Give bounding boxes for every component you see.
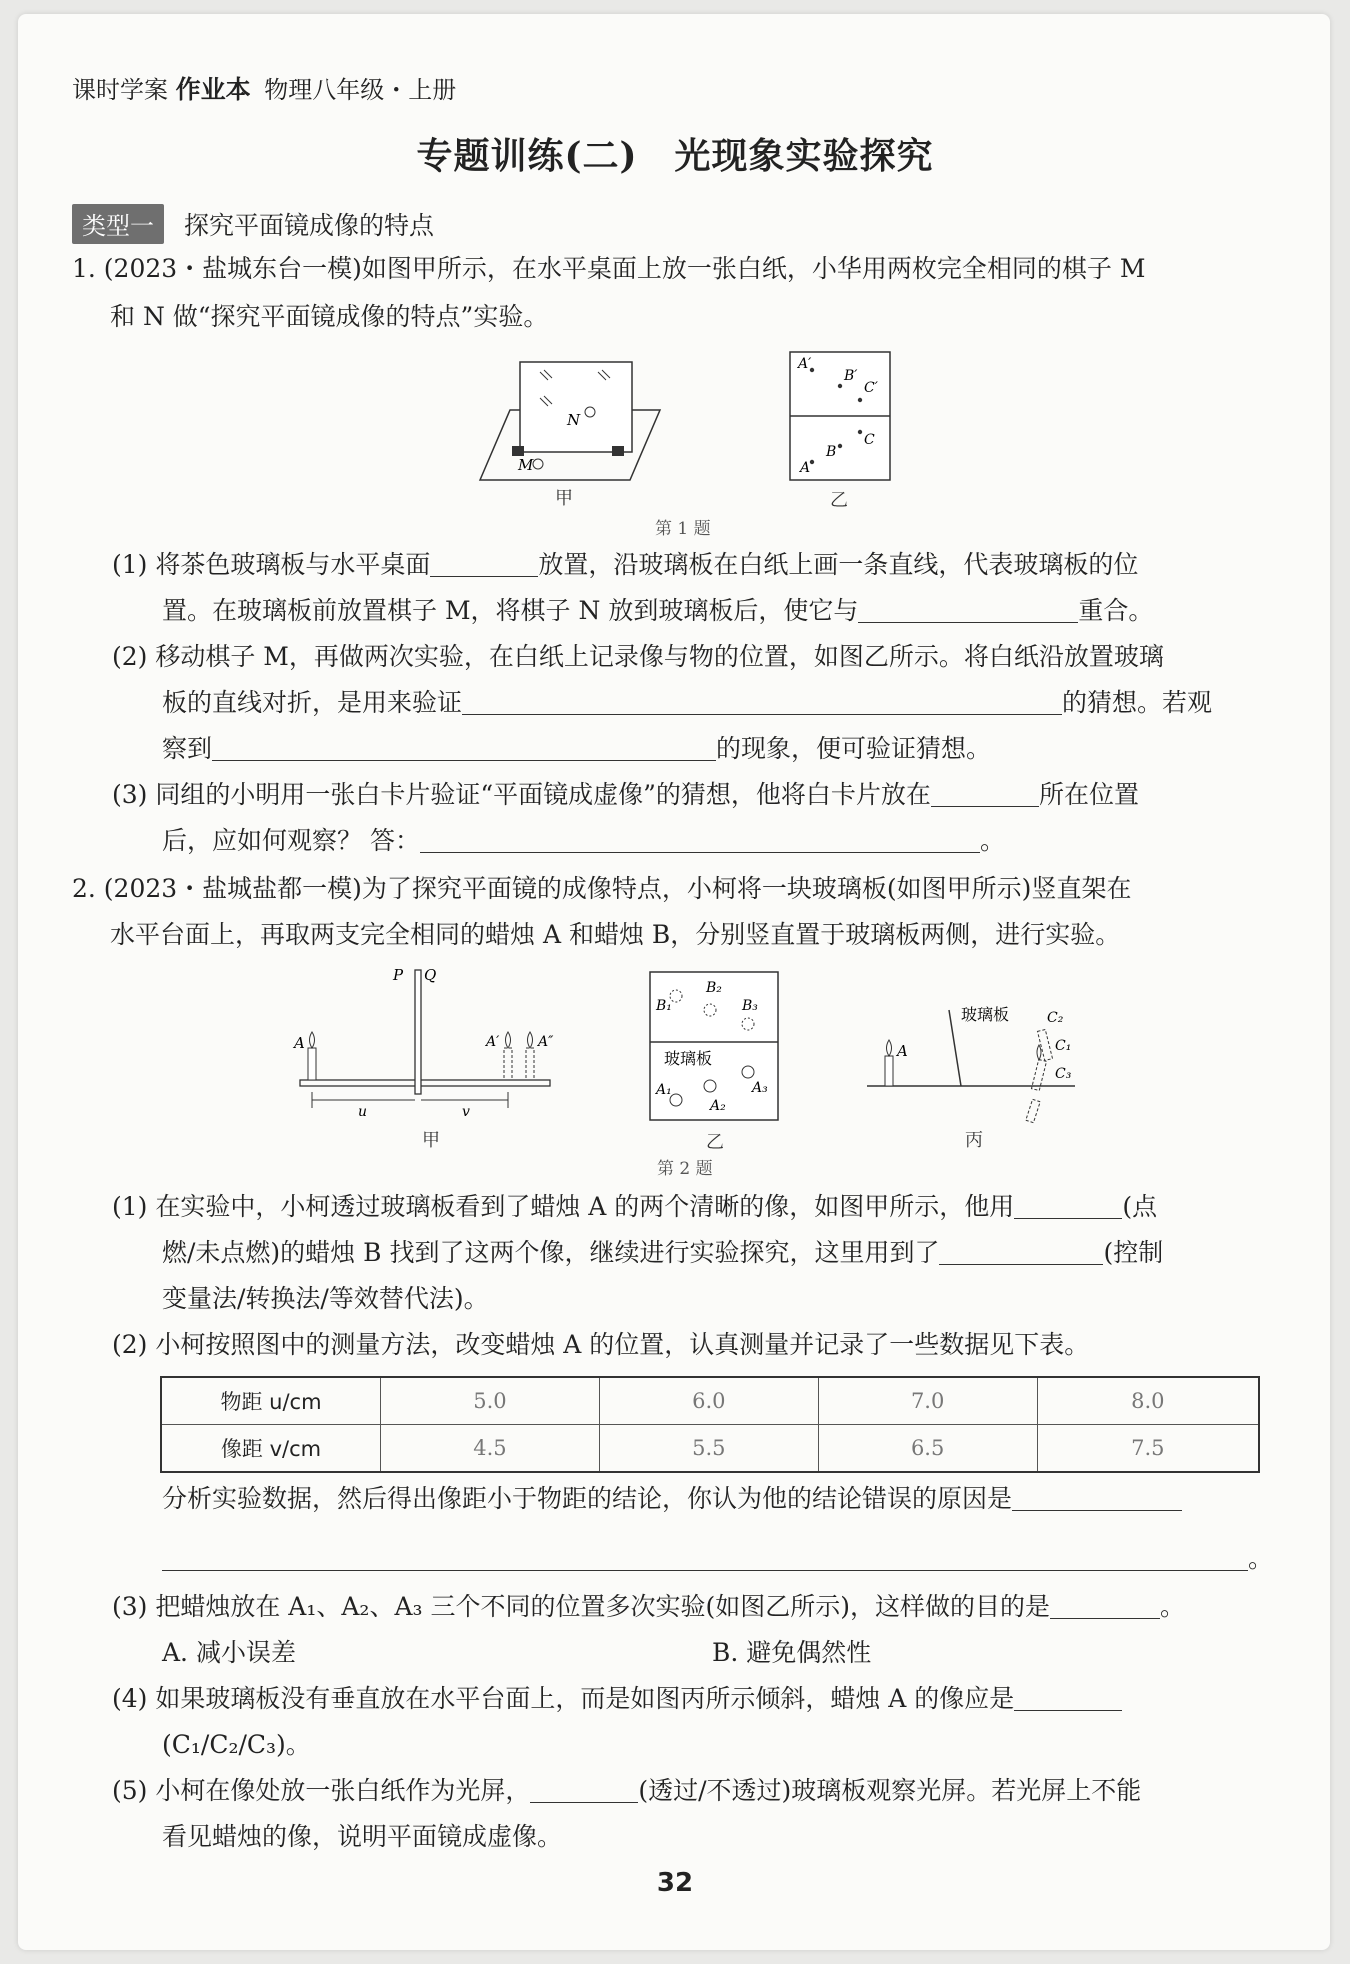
q1-fig-yi-label: 乙 — [830, 490, 848, 511]
q1-stem-line1: 1. (2023・盐城东台一模)如图甲所示，在水平桌面上放一张白纸，小华用两枚完全相同的棋子 M — [72, 254, 1146, 283]
q2-part4-line1: (4) 如果玻璃板没有垂直放在水平台面上，而是如图丙所示倾斜，蜡烛 A 的像应是 — [112, 1684, 1122, 1714]
q2-label-glass-bing: 玻璃板 — [961, 1005, 1010, 1024]
q2-part1-line3: 变量法/转换法/等效替代法)。 — [162, 1284, 489, 1313]
q2-blank-4[interactable] — [162, 1546, 1248, 1571]
table-row-label: 像距 v/cm — [161, 1425, 381, 1473]
q2-label-a-dprime: A″ — [538, 1034, 554, 1050]
q2-blank-5[interactable] — [1050, 1594, 1160, 1619]
page-number: 32 — [656, 1868, 694, 1898]
q2-option-a[interactable]: A. 减小误差 — [162, 1638, 296, 1667]
q2-fig-yi-label: 乙 — [706, 1132, 724, 1153]
q1-part1-line1: (1) 将茶色玻璃板与水平桌面 放置，沿玻璃板在白纸上画一条直线，代表玻璃板的位 — [112, 550, 1139, 579]
q2-label-a-prime: A′ — [486, 1034, 500, 1050]
q2-option-b[interactable]: B. 避免偶然性 — [712, 1638, 872, 1667]
q1-blank-6[interactable] — [420, 828, 980, 853]
q1-blank-1[interactable] — [430, 552, 538, 577]
q1-label-b-prime: B′ — [844, 368, 858, 384]
table-cell: 4.5 — [381, 1425, 600, 1473]
q1-blank-2[interactable] — [858, 598, 1078, 623]
q2-figure-yi — [648, 970, 784, 1124]
q1-label-c: C — [864, 432, 875, 448]
q2-stem-line2: 水平台面上，再取两支完全相同的蜡烛 A 和蜡烛 B，分别竖直置于玻璃板两侧，进行实验。 — [110, 920, 1121, 949]
q2-part2-analysis: 分析实验数据，然后得出像距小于物距的结论，你认为他的结论错误的原因是 — [162, 1484, 1182, 1514]
q2-label-bing-a: A — [897, 1042, 908, 1060]
table-cell: 5.0 — [381, 1377, 600, 1425]
q1-figure-caption: 第 1 题 — [655, 519, 711, 539]
table-cell: 7.5 — [1037, 1425, 1259, 1473]
q2-part1-line1: (1) 在实验中，小柯透过玻璃板看到了蜡烛 A 的两个清晰的像，如图甲所示，他用 (点 — [112, 1192, 1158, 1221]
q1-blank-5[interactable] — [931, 782, 1039, 807]
q2-label-q: Q — [424, 966, 437, 984]
table-cell: 5.5 — [599, 1425, 818, 1473]
q2-stem-line1: 2. (2023・盐城盐都一模)为了探究平面镜的成像特点，小柯将一块玻璃板(如图甲所示)竖直架在 — [72, 874, 1132, 903]
table-cell: 7.0 — [818, 1377, 1037, 1425]
q2-label-p: P — [393, 966, 404, 984]
q2-figure-bing — [865, 990, 1085, 1130]
table-row — [161, 1425, 1259, 1473]
q1-stem-line2: 和 N 做“探究平面镜成像的特点”实验。 — [110, 302, 549, 331]
q1-label-c-prime: C′ — [864, 380, 878, 396]
q1-part2-line2: 板的直线对折，是用来验证 的猜想。若观 — [162, 688, 1213, 717]
type-badge: 类型一 — [72, 204, 164, 244]
q2-part3-line1: (3) 把蜡烛放在 A₁、A₂、A₃ 三个不同的位置多次实验(如图乙所示)，这样做的目的是 。 — [112, 1592, 1186, 1621]
q2-label-glass-yi: 玻璃板 — [664, 1049, 713, 1068]
book-header — [72, 70, 456, 106]
page-title: 专题训练(二) 光现象实验探究 — [416, 135, 934, 177]
q2-part2-line1: (2) 小柯按照图中的测量方法，改变蜡烛 A 的位置，认真测量并记录了一些数据见下表。 — [112, 1330, 1090, 1359]
q2-part5-line1: (5) 小柯在像处放一张白纸作为光屏， (透过/不透过)玻璃板观察光屏。若光屏上不能 — [112, 1776, 1142, 1805]
q2-blank-6[interactable] — [1014, 1686, 1122, 1711]
q1-label-n: N — [567, 411, 581, 429]
q1-part3-line1: (3) 同组的小明用一张白卡片验证“平面镜成虚像”的猜想，他将白卡片放在 所在位置 — [112, 780, 1139, 809]
q2-label-u: u — [358, 1104, 368, 1120]
table-cell: 6.0 — [599, 1377, 818, 1425]
book-name: 作业本 — [175, 75, 251, 104]
q2-blank-1[interactable] — [1014, 1194, 1122, 1219]
q2-fig-jia-label: 甲 — [422, 1130, 440, 1151]
q2-blank-3[interactable] — [1012, 1486, 1182, 1511]
q2-blank-2[interactable] — [939, 1240, 1103, 1265]
q1-figure-yi — [788, 350, 898, 484]
q1-blank-3[interactable] — [462, 690, 1062, 715]
q2-label-a1: A₁ — [656, 1082, 672, 1098]
q1-blank-4[interactable] — [212, 736, 716, 761]
q2-label-b3: B₃ — [742, 998, 758, 1014]
q2-part4-line2: (C₁/C₂/C₃)。 — [162, 1730, 311, 1759]
q2-figure-caption: 第 2 题 — [657, 1159, 713, 1179]
type-heading: 探究平面镜成像的特点 — [184, 211, 435, 240]
series-name: 课时学案 — [72, 76, 168, 104]
q2-label-c3: C₃ — [1055, 1066, 1072, 1082]
q1-part3-line2: 后，应如何观察？ 答： 。 — [162, 826, 1005, 855]
q2-label-a: A — [294, 1034, 305, 1052]
q2-label-b1: B₁ — [656, 998, 672, 1014]
q2-label-b2: B₂ — [706, 980, 722, 996]
q2-label-c1: C₁ — [1055, 1038, 1072, 1054]
q1-fig-jia-label: 甲 — [555, 488, 573, 509]
subject-name: 物理八年级・上册 — [264, 76, 457, 104]
q2-part2-analysis-line2: 。 — [162, 1544, 1273, 1574]
q1-label-m: M — [518, 456, 534, 474]
q1-part1-line2: 置。在玻璃板前放置棋子 M，将棋子 N 放到玻璃板后，使它与 重合。 — [162, 596, 1154, 625]
q1-label-a: A — [800, 460, 811, 476]
table-row-label: 物距 u/cm — [161, 1377, 381, 1425]
q1-label-b: B — [826, 444, 837, 460]
distance-table — [160, 1376, 1260, 1473]
q1-part2-line3: 察到 的现象，便可验证猜想。 — [162, 734, 992, 763]
q2-label-a3: A₃ — [752, 1080, 768, 1096]
q2-label-a2: A₂ — [710, 1098, 726, 1114]
q2-label-v: v — [462, 1104, 470, 1120]
q1-label-a-prime: A′ — [798, 356, 812, 372]
q2-blank-7[interactable] — [530, 1778, 638, 1803]
q2-part1-line2: 燃/未点燃)的蜡烛 B 找到了这两个像，继续进行实验探究，这里用到了 (控制 — [162, 1238, 1164, 1267]
table-cell: 8.0 — [1037, 1377, 1259, 1425]
q2-label-c2: C₂ — [1047, 1010, 1064, 1026]
table-row — [161, 1377, 1259, 1425]
q2-figure-jia — [290, 960, 560, 1120]
q1-part2-line1: (2) 移动棋子 M，再做两次实验，在白纸上记录像与物的位置，如图乙所示。将白纸沿放置玻璃 — [112, 642, 1164, 671]
q2-part5-line2: 看见蜡烛的像，说明平面镜成虚像。 — [162, 1822, 563, 1851]
q2-fig-bing-label: 丙 — [965, 1130, 983, 1151]
table-cell: 6.5 — [818, 1425, 1037, 1473]
